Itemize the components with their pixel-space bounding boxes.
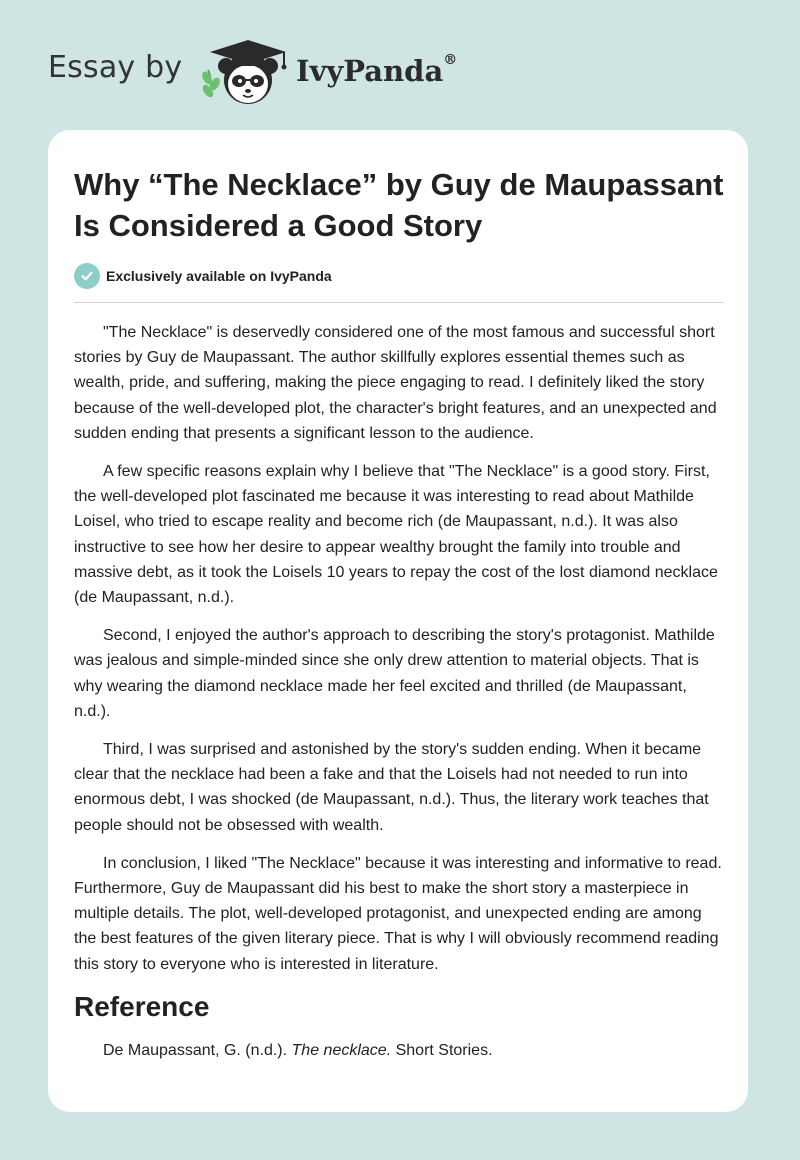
brand-text: IvyPanda bbox=[296, 54, 444, 88]
reference-entry bbox=[74, 1038, 724, 1063]
essay-by-label: Essay by bbox=[48, 50, 183, 85]
reference-heading: Reference bbox=[74, 990, 210, 1022]
brand-name[interactable] bbox=[296, 54, 457, 88]
reference-authors: De Maupassant, G. (n.d.). bbox=[103, 1041, 288, 1059]
exclusive-badge bbox=[74, 263, 332, 289]
paragraph-5: In conclusion, I liked "The Necklace" because it was interesting and informative to read. Furthermore, Guy de Maupassant did his best to make the short story a masterpiece in multiple details. The plot, well-developed protagonist, and unexpected ending are among the best features of the given literary piece. That is why I will obviously recommend reading this story to everyone who is interested in literature. bbox=[74, 854, 722, 973]
panda-graduate-icon[interactable] bbox=[200, 36, 296, 108]
paragraph-4: Third, I was surprised and astonished by the story's sudden ending. When it became clear that the necklace had been a fake and that the Loisels had not needed to run into enormous debt, I was shocked (de Maupassant, n.d.). Thus, the literary work teaches that people should not be obsessed with wealth. bbox=[74, 741, 709, 834]
reference-work-title: The necklace. bbox=[291, 1041, 392, 1059]
essay-body bbox=[74, 320, 724, 1063]
paragraph-2: A few specific reasons explain why I believe that "The Necklace" is a good story. First, the well-developed plot fascinated me because it was interesting to read about Mathilde Loisel, who tried to escape reality and become rich (de Maupassant, n.d.). It was also instructive to see how her desire to appear wealthy brought the family into trouble and massive debt, as it took the Loisels 10 years to repay the cost of the lost diamond necklace (de Maupassant, n.d.). bbox=[74, 463, 718, 607]
check-icon bbox=[74, 263, 100, 289]
site-header bbox=[0, 0, 800, 130]
divider bbox=[74, 302, 724, 303]
paragraph-3: Second, I enjoyed the author's approach to describing the story's protagonist. Mathilde was jealous and simple-minded since she only drew attention to material objects. That is why wearing the diamond necklace made her feel excited and thrilled (de Maupassant, n.d.). bbox=[74, 627, 715, 720]
essay-card bbox=[48, 130, 748, 1112]
exclusive-label: Exclusively available on IvyPanda bbox=[106, 268, 332, 284]
paragraph-1: "The Necklace" is deservedly considered one of the most famous and successful short stories by Guy de Maupassant. The author skillfully explores essential themes such as wealth, pride, and suffering, making the piece engaging to read. I definitely liked the story because of the well-developed plot, the character's bright features, and an unexpected and sudden ending that presents a significant lesson to the audience. bbox=[74, 324, 717, 442]
page-title: Why “The Necklace” by Guy de Maupassant Is Considered a Good Story bbox=[74, 167, 724, 243]
reference-source: Short Stories. bbox=[395, 1041, 493, 1059]
registered-mark: ® bbox=[443, 52, 458, 68]
